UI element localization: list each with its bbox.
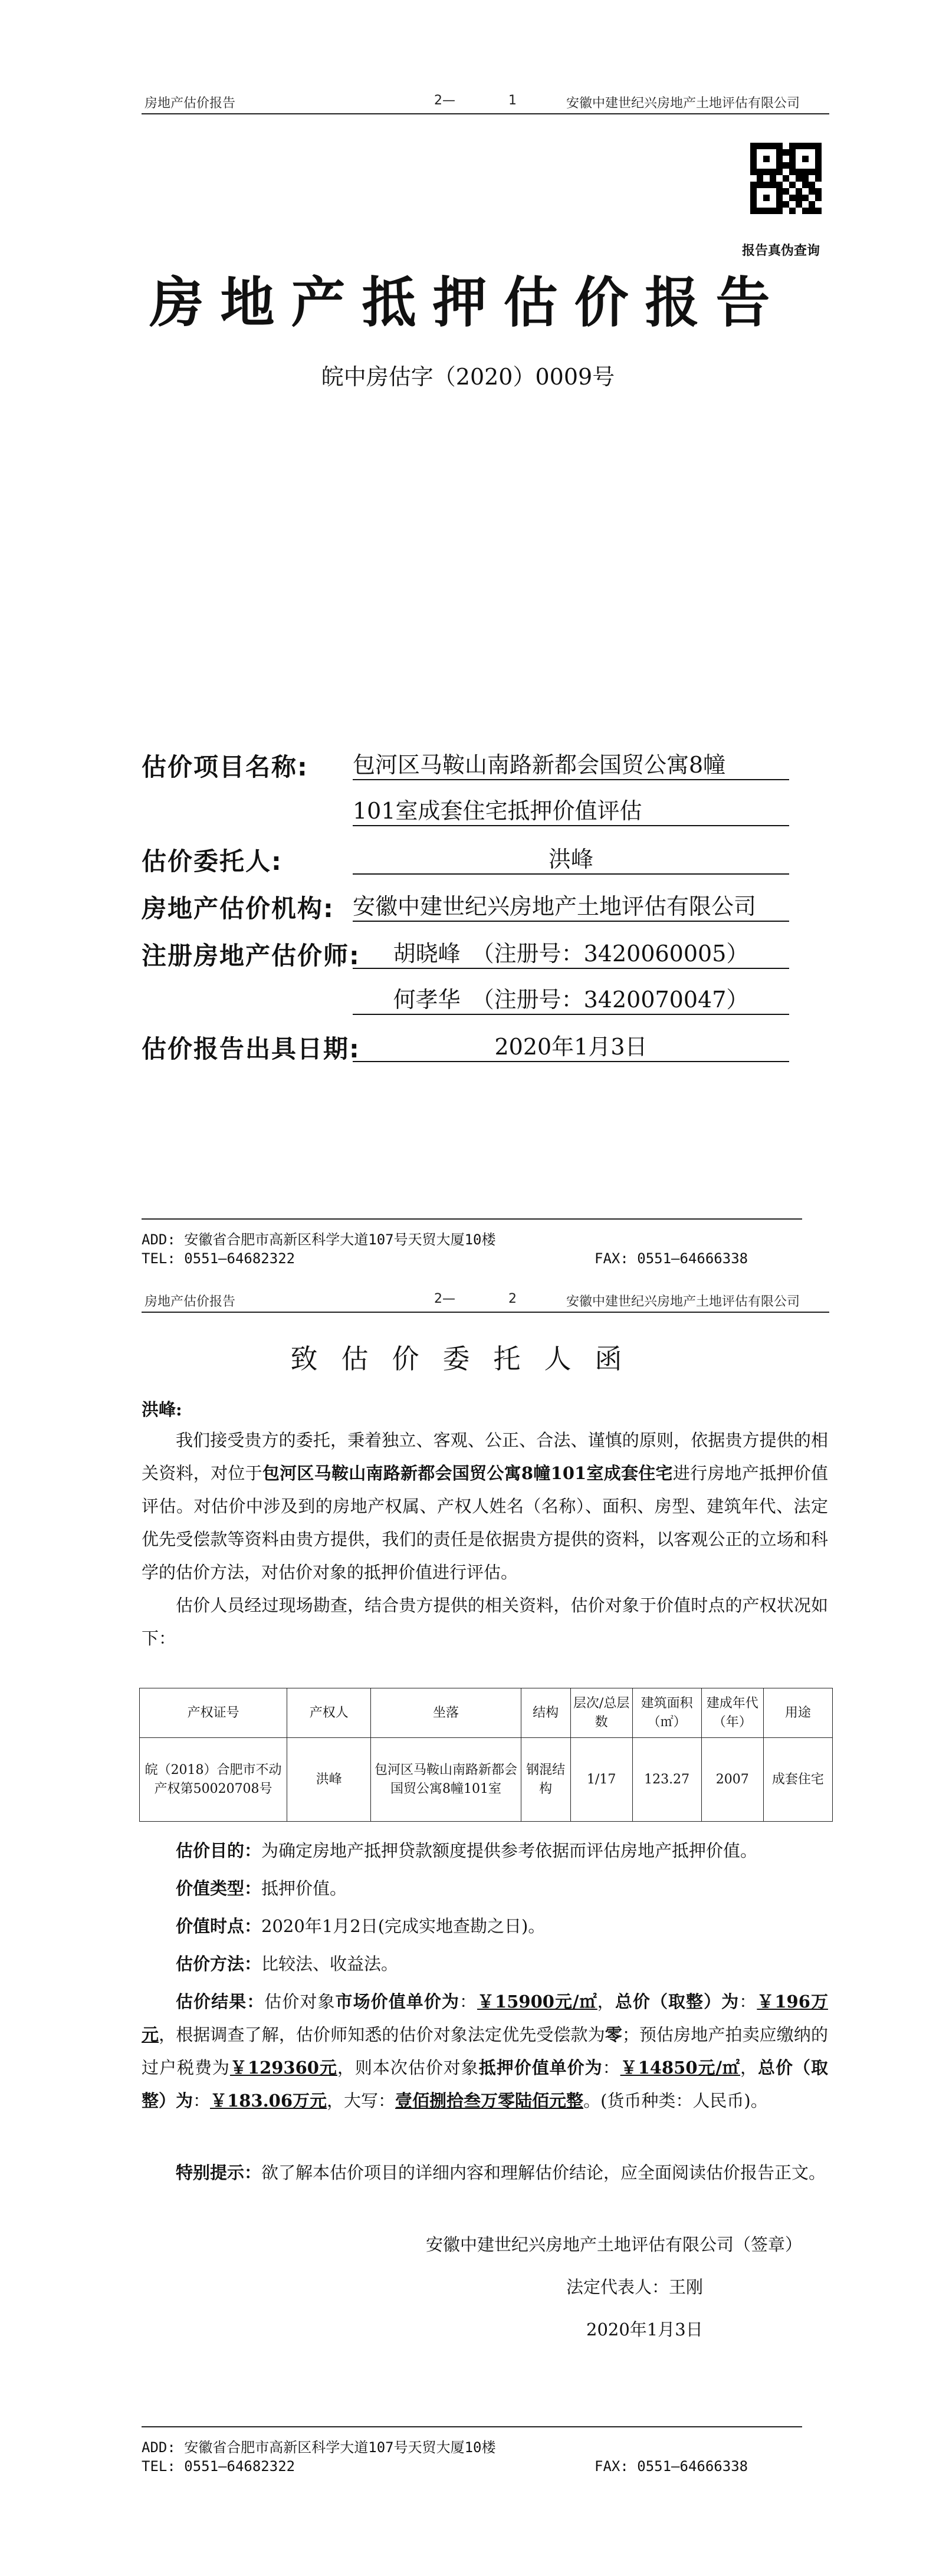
- table-header-cell: 坐落: [371, 1688, 521, 1738]
- header-title: 房地产估价报告: [144, 1294, 236, 1309]
- result-text: ，根据调查了解，估价师知悉的估价对象法定优先受偿款为: [159, 2025, 605, 2045]
- header-company: 安徽中建世纪兴房地产土地评估有限公司: [566, 96, 800, 111]
- table-header-cell: 用途: [763, 1688, 832, 1738]
- footer-tel: TEL: 0551—64682322: [142, 1250, 295, 1267]
- method-line: [176, 1947, 828, 1980]
- agency-value: 安徽中建世纪兴房地产土地评估有限公司: [353, 888, 789, 922]
- footer-tel: TEL: 0551—64682322: [142, 2458, 295, 2475]
- result-text: ，则本次估价对象: [337, 2058, 479, 2078]
- result-text: ，: [740, 2058, 758, 2078]
- report-date-value: 2020年1月3日: [353, 1029, 789, 1062]
- footer-fax: FAX: 0551—64666338: [595, 1250, 748, 1267]
- footer-address: ADD: 安徽省合肥市高新区科学大道107号天贸大厦10楼: [142, 2439, 496, 2456]
- appraiser-label: 注册房地产估价师:: [142, 941, 360, 970]
- value-type-value: 抵押价值。: [261, 1878, 347, 1898]
- table-header-cell: 建成年代（年）: [701, 1688, 763, 1738]
- value-type-label: 价值类型：: [176, 1878, 262, 1898]
- mortgage-total-price: ￥183.06万元: [210, 2091, 327, 2111]
- purpose-value: 为确定房地产抵押贷款额度提供参考依据而评估房地产抵押价值。: [261, 1841, 758, 1861]
- paragraph-intro: [142, 1424, 828, 1589]
- market-total-label: 总价（取整）为: [615, 1992, 740, 2012]
- value-date-line: [176, 1910, 828, 1943]
- table-cell: 钢混结构: [521, 1738, 570, 1822]
- footer-rule: [142, 2426, 802, 2427]
- table-header-cell: 层次/总层数: [570, 1688, 632, 1738]
- footer-address: ADD: 安徽省合肥市高新区科学大道107号天贸大厦10楼: [142, 1231, 496, 1248]
- property-rights-table: [139, 1688, 833, 1822]
- header-page-number: 2: [508, 1292, 517, 1306]
- value-date-value: 2020年1月2日(完成实地查勘之日)。: [261, 1916, 546, 1936]
- footer-rule: [142, 1218, 802, 1220]
- table-cell: 123.27: [632, 1738, 701, 1822]
- paragraph-survey: 估价人员经过现场勘查，结合贵方提供的相关资料，估价对象于价值时点的产权状况如下：: [142, 1595, 828, 1648]
- signature-company: 安徽中建世纪兴房地产土地评估有限公司（签章）: [426, 2235, 803, 2255]
- letter-title: 致估价委托人函: [290, 1343, 646, 1375]
- para1-text-c: 进行房地产抵押价值评估。对估价中涉及到的房地产权属、产权人姓名（名称）、面积、房型、建筑年代、法定优先受偿款等资料由贵方提供，我们的责任是依据贵方提供的资料，以客观公正的立场和科学的估价方法，对估价对象的抵押价值进行评估。: [142, 1463, 828, 1582]
- market-unit-price-label: 市场价值单价为: [335, 1992, 459, 2012]
- result-text: ，大写：: [327, 2091, 396, 2111]
- header-rule: [142, 113, 829, 114]
- appraiser-1: 胡晓峰 （注册号：3420060005）: [353, 935, 789, 969]
- value-date-label: 价值时点：: [176, 1916, 262, 1936]
- project-name-value-line1: 包河区马鞍山南路新都会国贸公寓8幢: [353, 747, 789, 780]
- project-name-value-line2: 101室成套住宅抵押价值评估: [353, 793, 789, 826]
- table-cell: 包河区马鞍山南路新都会国贸公寓8幢101室: [371, 1738, 521, 1822]
- agency-label: 房地产估价机构:: [142, 894, 334, 923]
- table-header-cell: 建筑面积（㎡）: [632, 1688, 701, 1738]
- report-number: 皖中房估字（2020）0009号: [321, 364, 615, 390]
- table-header-cell: 产权人: [287, 1688, 371, 1738]
- result-paragraph: [142, 1985, 828, 2117]
- value-type-line: [176, 1872, 828, 1905]
- table-cell: 成套住宅: [763, 1738, 832, 1822]
- mortgage-total-in-words: 壹佰捌拾叁万零陆佰元整: [395, 2091, 584, 2111]
- footer-fax: FAX: 0551—64666338: [595, 2458, 748, 2475]
- legal-representative: 法定代表人：王刚: [566, 2277, 704, 2297]
- result-text: ；预估房地产拍卖应缴纳的过户税费为: [142, 2025, 828, 2078]
- result-text: 估价对象: [264, 1992, 336, 2012]
- result-text: ：: [459, 1992, 477, 2012]
- salutation: 洪峰:: [142, 1399, 182, 1420]
- priority-claims-value: 零: [605, 2025, 622, 2045]
- client-label: 估价委托人:: [142, 847, 283, 876]
- result-text: ：: [602, 2058, 620, 2078]
- signature-date: 2020年1月3日: [586, 2319, 703, 2340]
- header-title: 房地产估价报告: [144, 96, 236, 111]
- special-note: [142, 2156, 828, 2189]
- project-name-label: 估价项目名称:: [142, 753, 308, 781]
- table-cell: 1/17: [570, 1738, 632, 1822]
- special-note-label: 特别提示：: [176, 2163, 262, 2183]
- table-row: [140, 1738, 833, 1822]
- header-page-prefix: 2—: [434, 93, 455, 108]
- mortgage-total-label: 总价（取整）为: [142, 2058, 828, 2111]
- table-cell: 2007: [701, 1738, 763, 1822]
- market-unit-price: ￥15900元/㎡: [477, 1992, 597, 2012]
- table-header-cell: 结构: [521, 1688, 570, 1738]
- result-label: 估价结果：: [176, 1992, 265, 2012]
- para1-text-a: 我们接受贵方的委托，秉着独立、客观、公正、合法、谨慎的原则，依据贵方提供的相关资料，对位于: [142, 1430, 828, 1483]
- method-value: 比较法、收益法。: [261, 1954, 399, 1974]
- transfer-tax-value: ￥129360元: [229, 2058, 337, 2078]
- qr-code-icon[interactable]: [750, 143, 822, 214]
- table-header-cell: 产权证号: [140, 1688, 287, 1738]
- mortgage-unit-price: ￥14850元/㎡: [620, 2058, 741, 2078]
- header-company: 安徽中建世纪兴房地产土地评估有限公司: [566, 1294, 800, 1309]
- header-page-prefix: 2—: [434, 1292, 455, 1306]
- appraiser-2: 何孝华 （注册号：3420070047）: [353, 981, 789, 1015]
- result-text: ：: [193, 2091, 211, 2111]
- result-text: ，: [597, 1992, 615, 2012]
- report-title: 房地产抵押估价报告: [149, 271, 787, 334]
- purpose-line: [176, 1834, 828, 1867]
- property-address: 包河区马鞍山南路新都会国贸公寓8幢101室成套住宅: [262, 1463, 673, 1483]
- header-rule: [142, 1312, 829, 1313]
- table-cell: 洪峰: [287, 1738, 371, 1822]
- mortgage-unit-price-label: 抵押价值单价为: [478, 2058, 603, 2078]
- purpose-label: 估价目的：: [176, 1841, 262, 1861]
- market-total-price: ￥196万元: [142, 1992, 828, 2045]
- table-cell: 皖（2018）合肥市不动产权第50020708号: [140, 1738, 287, 1822]
- special-note-value: 欲了解本估价项目的详细内容和理解估价结论，应全面阅读估价报告正文。: [261, 2163, 826, 2183]
- table-header-row: [140, 1688, 833, 1738]
- method-label: 估价方法：: [176, 1954, 262, 1974]
- qr-caption: 报告真伪查询: [742, 244, 820, 258]
- result-text: 。(货币种类：人民币)。: [583, 2091, 768, 2111]
- report-date-label: 估价报告出具日期:: [142, 1034, 360, 1063]
- result-text: ：: [739, 1992, 757, 2012]
- header-page-number: 1: [508, 93, 517, 108]
- client-value: 洪峰: [353, 841, 789, 875]
